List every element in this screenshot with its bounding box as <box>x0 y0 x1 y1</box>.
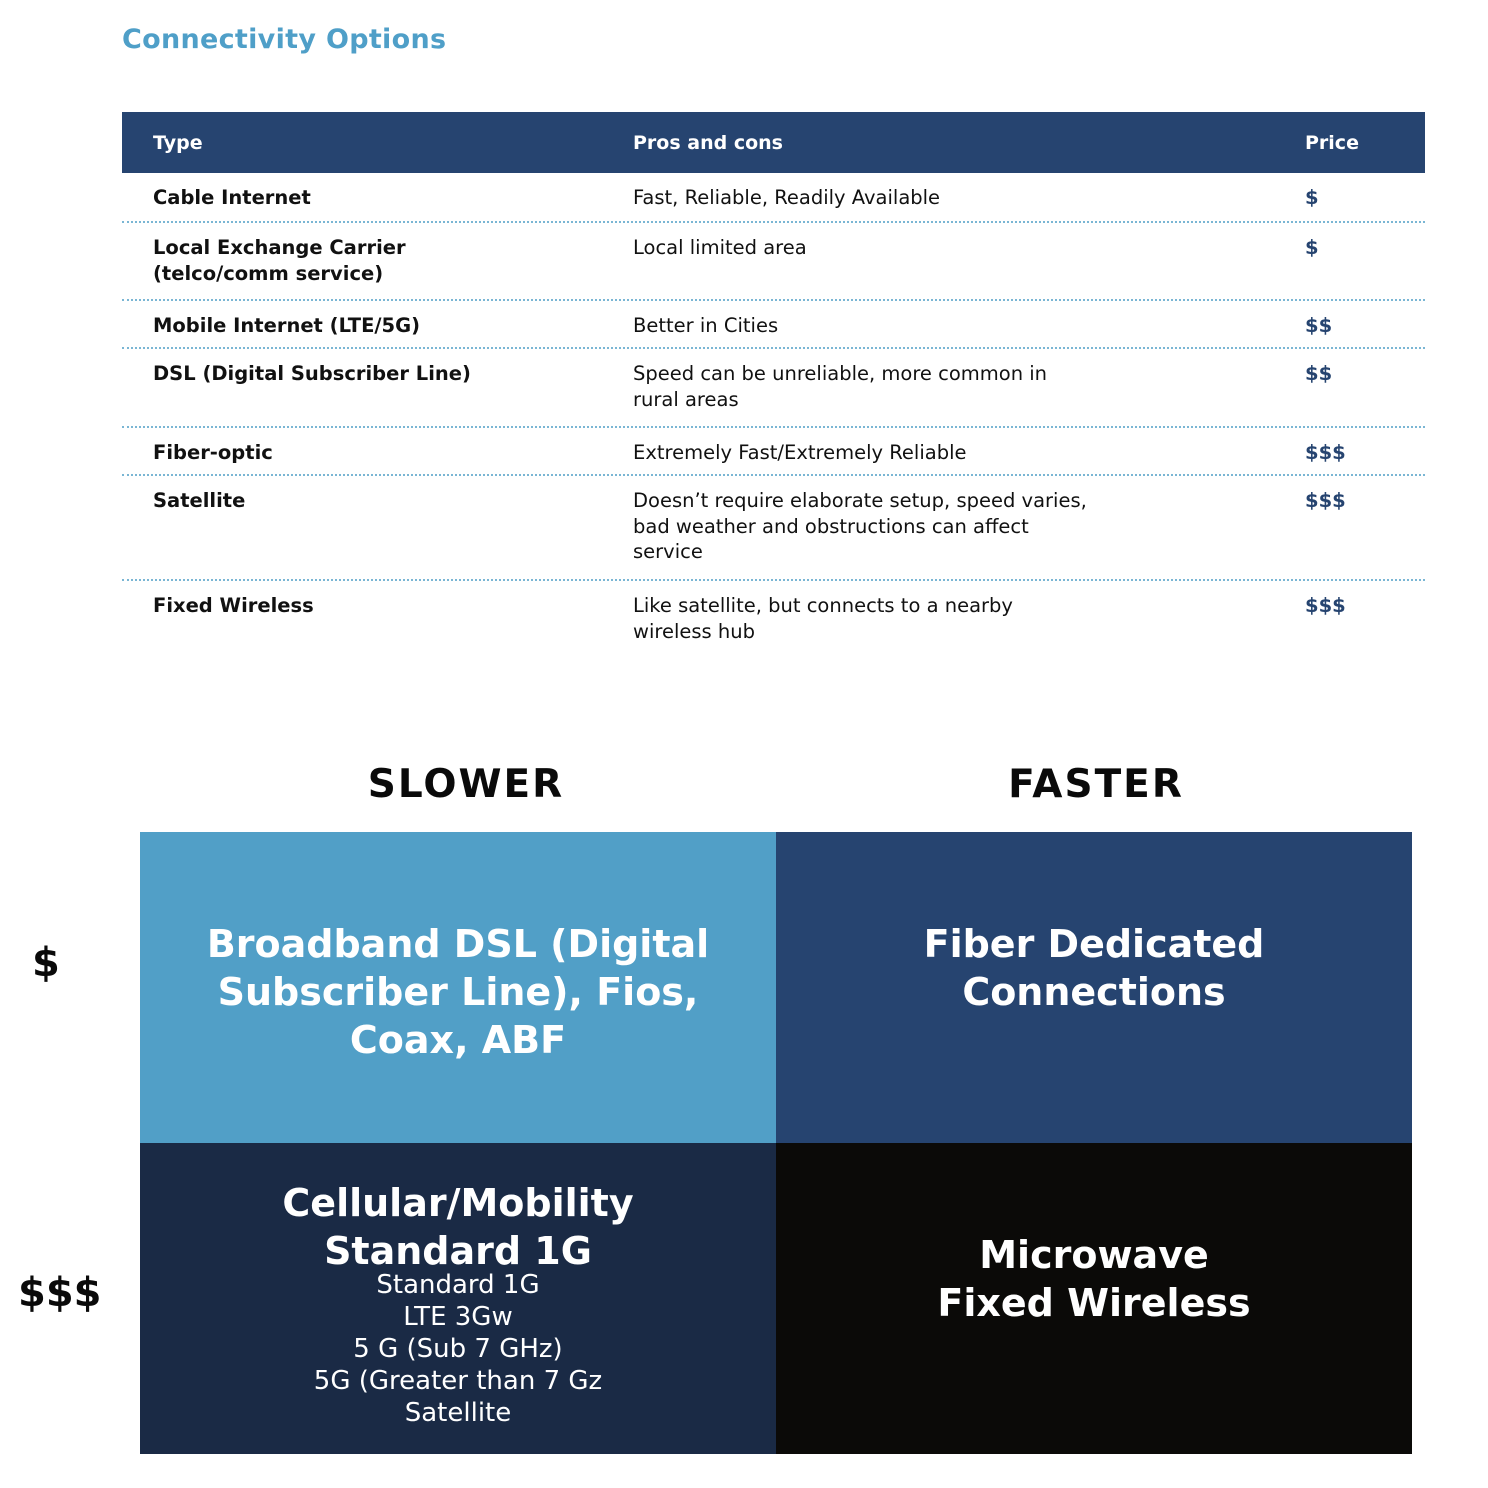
table-row <box>122 428 1425 476</box>
row-pros-cons: Fast, Reliable, Readily Available <box>633 186 941 209</box>
row-type: Satellite <box>153 489 246 512</box>
row-type: Mobile Internet (LTE/5G) <box>153 314 421 337</box>
table-row <box>122 349 1425 428</box>
row-price: $$ <box>1305 314 1333 337</box>
quadrant-faster-low-cost <box>776 832 1412 1143</box>
header-type: Type <box>153 132 203 154</box>
row-price: $ <box>1305 186 1319 209</box>
cost-high-label: $$$ <box>18 1270 102 1316</box>
row-type: Fiber-optic <box>153 441 273 464</box>
row-price: $$$ <box>1305 441 1346 464</box>
quadrant-line: Broadband DSL (Digital <box>206 922 710 966</box>
table-row <box>122 301 1425 349</box>
cost-low-label: $ <box>32 940 60 986</box>
row-pros-cons: Like satellite, but connects to a nearby wireless hub <box>633 594 1013 643</box>
quadrant-line: Coax, ABF <box>349 1018 567 1062</box>
row-pros-cons: Local limited area <box>633 236 807 259</box>
quadrant-faster-high-cost <box>776 1143 1412 1454</box>
quadrant-line: Connections <box>962 970 1226 1014</box>
row-price: $$ <box>1305 362 1333 385</box>
page-title: Connectivity Options <box>122 24 447 55</box>
slower-label: SLOWER <box>367 762 565 807</box>
quadrant-item: LTE 3Gw <box>403 1302 513 1332</box>
row-type: Local Exchange Carrier (telco/comm service) <box>153 236 406 285</box>
table-row <box>122 476 1425 581</box>
quadrant-line: Fixed Wireless <box>937 1281 1251 1325</box>
row-price: $$$ <box>1305 594 1346 617</box>
table-row <box>122 223 1425 301</box>
quadrant-line: Microwave <box>979 1233 1209 1277</box>
row-pros-cons: Doesn’t require elaborate setup, speed varies, bad weather and obstructions can affect service <box>633 489 1087 563</box>
quadrant-slower-low-cost <box>140 832 776 1143</box>
row-type: Fixed Wireless <box>153 594 314 617</box>
row-pros-cons: Extremely Fast/Extremely Reliable <box>633 441 967 464</box>
header-price: Price <box>1305 132 1359 154</box>
quadrant-slower-high-cost <box>140 1143 776 1454</box>
table-row <box>122 581 1425 661</box>
quadrant-item: Standard 1G <box>376 1270 540 1300</box>
quadrant-line: Subscriber Line), Fios, <box>217 970 699 1014</box>
row-type: DSL (Digital Subscriber Line) <box>153 362 471 385</box>
quadrant-line: Fiber Dedicated <box>923 922 1265 966</box>
row-pros-cons: Speed can be unreliable, more common in rural areas <box>633 362 1048 411</box>
quadrant-item: 5 G (Sub 7 GHz) <box>353 1334 563 1364</box>
row-pros-cons: Better in Cities <box>633 314 779 337</box>
row-price: $$$ <box>1305 489 1346 512</box>
quadrant-line: Cellular/Mobility <box>282 1181 634 1225</box>
quadrant-item: Satellite <box>404 1398 512 1428</box>
quadrant-line: Standard 1G <box>324 1229 592 1273</box>
quadrant-item: 5G (Greater than 7 Gz <box>313 1366 603 1396</box>
faster-label: FASTER <box>1008 762 1184 807</box>
table-header <box>122 112 1425 173</box>
row-type: Cable Internet <box>153 186 311 209</box>
connectivity-table <box>122 112 1425 661</box>
header-pros-cons: Pros and cons <box>633 132 783 154</box>
row-price: $ <box>1305 236 1319 259</box>
table-row <box>122 173 1425 223</box>
